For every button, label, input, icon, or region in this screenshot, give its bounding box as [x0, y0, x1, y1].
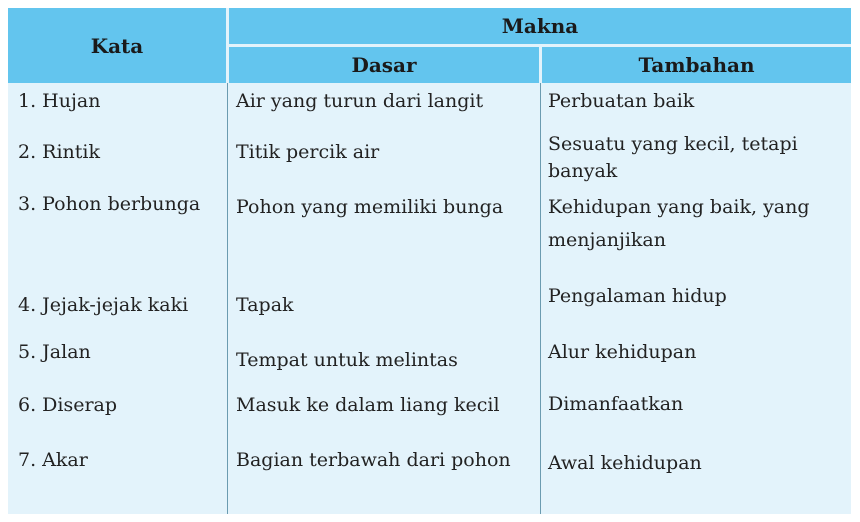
- header-makna: Makna: [229, 8, 851, 44]
- header-tambahan: Tambahan: [542, 47, 851, 83]
- header-kata: Kata: [8, 8, 226, 83]
- cell-dasar: Bagian terbawah dari pohon: [236, 449, 511, 471]
- cell-kata: 4. Jejak-jejak kaki: [18, 294, 189, 316]
- cell-dasar: Titik percik air: [236, 141, 380, 163]
- column-divider: [227, 83, 228, 514]
- cell-dasar: Tapak: [236, 294, 294, 316]
- cell-dasar: Tempat untuk melintas: [236, 349, 458, 371]
- cell-tambahan: Awal kehidupan: [548, 452, 702, 474]
- cell-kata: 5. Jalan: [18, 341, 91, 363]
- header-dasar: Dasar: [229, 47, 539, 83]
- cell-kata: 2. Rintik: [18, 141, 101, 163]
- cell-tambahan: Dimanfaatkan: [548, 393, 684, 415]
- cell-kata: 6. Diserap: [18, 394, 118, 416]
- column-divider: [540, 83, 541, 514]
- cell-tambahan: Kehidupan yang baik, yang: [548, 196, 810, 218]
- cell-dasar: Pohon yang memiliki bunga: [236, 196, 504, 218]
- cell-tambahan: Sesuatu yang kecil, tetapi: [548, 133, 798, 155]
- cell-kata: 3. Pohon berbunga: [18, 193, 201, 215]
- cell-tambahan: menjanjikan: [548, 229, 666, 251]
- cell-kata: 1. Hujan: [18, 90, 101, 112]
- cell-dasar: Masuk ke dalam liang kecil: [236, 394, 500, 416]
- cell-tambahan: banyak: [548, 160, 618, 182]
- cell-tambahan: Perbuatan baik: [548, 90, 695, 112]
- word-meaning-table: [8, 8, 851, 514]
- cell-kata: 7. Akar: [18, 449, 88, 471]
- cell-dasar: Air yang turun dari langit: [236, 90, 484, 112]
- cell-tambahan: Pengalaman hidup: [548, 285, 727, 307]
- cell-tambahan: Alur kehidupan: [548, 341, 697, 363]
